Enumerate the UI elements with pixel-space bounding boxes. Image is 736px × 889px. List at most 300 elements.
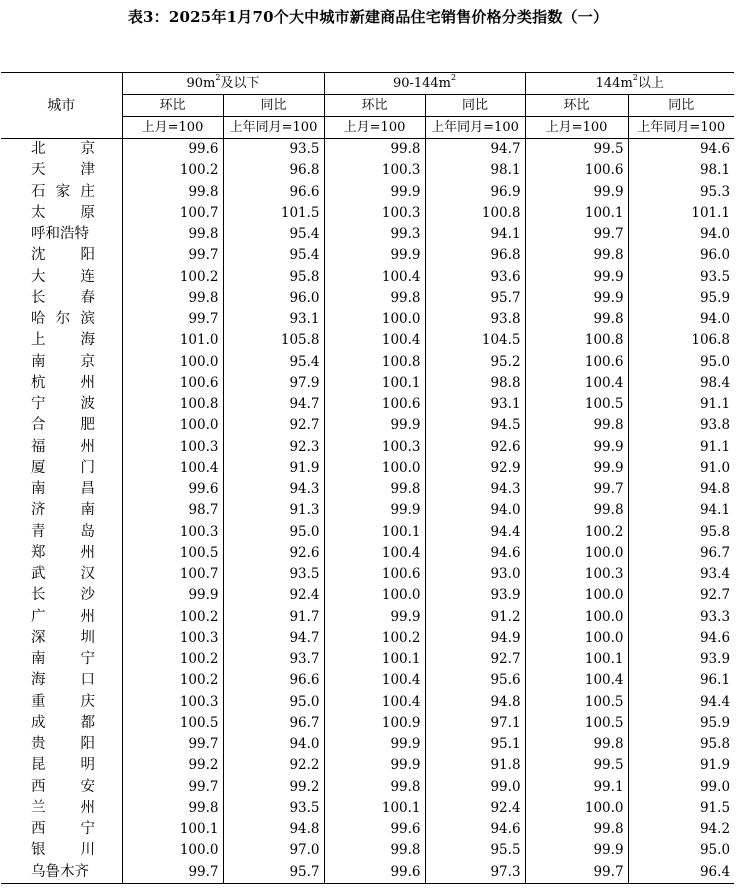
large-mom-value: 100.0: [525, 607, 628, 628]
large-yoy-value: 96.7: [628, 543, 734, 564]
medium-mom-value: 99.8: [324, 777, 425, 798]
yoy-base-header: 上年同月=100: [628, 117, 734, 139]
table-row: [1, 479, 734, 500]
city-cell: [1, 224, 122, 245]
large-mom-value: 99.9: [525, 458, 628, 479]
city-name: 青岛: [31, 523, 95, 540]
large-mom-value: 99.9: [525, 437, 628, 458]
medium-yoy-value: 94.6: [425, 543, 525, 564]
table-row: [1, 564, 734, 585]
large-yoy-value: 94.0: [628, 224, 734, 245]
table-body: [1, 139, 734, 884]
large-mom-value: 100.0: [525, 798, 628, 819]
small-yoy-value: 95.7: [223, 862, 324, 884]
city-cell: [1, 203, 122, 224]
city-cell: [1, 777, 122, 798]
city-cell: [1, 245, 122, 266]
small-mom-value: 100.3: [122, 692, 223, 713]
medium-mom-value: 100.3: [324, 437, 425, 458]
city-name: 海口: [31, 672, 95, 689]
city-cell: [1, 585, 122, 606]
city-cell: [1, 607, 122, 628]
table-row: [1, 819, 734, 840]
small-mom-value: 101.0: [122, 330, 223, 351]
small-mom-value: 99.7: [122, 777, 223, 798]
small-yoy-value: 91.9: [223, 458, 324, 479]
large-yoy-value: 94.2: [628, 819, 734, 840]
small-yoy-value: 91.3: [223, 500, 324, 521]
medium-yoy-value: 95.7: [425, 288, 525, 309]
table-row: [1, 267, 734, 288]
large-yoy-value: 91.9: [628, 755, 734, 776]
large-yoy-value: 95.0: [628, 352, 734, 373]
small-mom-value: 99.8: [122, 224, 223, 245]
small-mom-value: 99.6: [122, 479, 223, 500]
small-yoy-value: 97.0: [223, 840, 324, 861]
small-mom-value: 99.7: [122, 862, 223, 884]
mom-header: 环比: [525, 95, 628, 117]
city-cell: [1, 373, 122, 394]
small-mom-value: 99.8: [122, 798, 223, 819]
large-mom-value: 100.1: [525, 649, 628, 670]
small-yoy-value: 95.0: [223, 692, 324, 713]
city-name: 重庆: [31, 693, 95, 710]
large-mom-value: 99.8: [525, 819, 628, 840]
small-mom-value: 99.6: [122, 139, 223, 161]
table-row: [1, 840, 734, 861]
small-yoy-value: 95.4: [223, 352, 324, 373]
city-name: 合肥: [31, 417, 95, 434]
large-mom-value: 99.5: [525, 139, 628, 161]
small-mom-value: 99.8: [122, 182, 223, 203]
small-mom-value: 100.2: [122, 670, 223, 691]
large-mom-value: 100.5: [525, 692, 628, 713]
medium-yoy-value: 95.1: [425, 734, 525, 755]
city-name: 沈阳: [31, 247, 95, 264]
large-mom-value: 99.7: [525, 479, 628, 500]
medium-yoy-value: 98.8: [425, 373, 525, 394]
medium-yoy-value: 94.4: [425, 522, 525, 543]
medium-mom-value: 99.9: [324, 500, 425, 521]
large-yoy-value: 95.3: [628, 182, 734, 203]
small-mom-value: 98.7: [122, 500, 223, 521]
medium-yoy-value: 94.5: [425, 415, 525, 436]
large-yoy-value: 99.0: [628, 777, 734, 798]
large-yoy-value: 96.1: [628, 670, 734, 691]
city-cell: [1, 394, 122, 415]
table-row: [1, 437, 734, 458]
small-mom-value: 100.2: [122, 607, 223, 628]
table-row: [1, 139, 734, 161]
large-yoy-value: 91.1: [628, 437, 734, 458]
large-yoy-value: 98.4: [628, 373, 734, 394]
large-mom-value: 100.6: [525, 160, 628, 181]
city-name: 天津: [31, 162, 95, 179]
city-name: 北京: [31, 141, 95, 158]
city-cell: [1, 458, 122, 479]
medium-yoy-value: 94.3: [425, 479, 525, 500]
large-mom-value: 100.5: [525, 394, 628, 415]
yoy-base-header: 上年同月=100: [425, 117, 525, 139]
medium-mom-value: 99.6: [324, 819, 425, 840]
city-cell: [1, 415, 122, 436]
city-name: 厦门: [31, 459, 95, 476]
medium-mom-value: 100.6: [324, 564, 425, 585]
small-mom-value: 100.4: [122, 458, 223, 479]
city-column-header: 城市: [1, 73, 122, 139]
medium-yoy-value: 92.6: [425, 437, 525, 458]
medium-yoy-value: 93.6: [425, 267, 525, 288]
table-row: [1, 522, 734, 543]
small-mom-value: 100.6: [122, 373, 223, 394]
city-name: 太原: [31, 204, 95, 221]
medium-mom-value: 99.9: [324, 755, 425, 776]
city-cell: [1, 862, 122, 884]
medium-yoy-value: 94.6: [425, 819, 525, 840]
large-yoy-value: 91.0: [628, 458, 734, 479]
small-yoy-value: 95.4: [223, 245, 324, 266]
large-yoy-value: 91.5: [628, 798, 734, 819]
table-row: [1, 500, 734, 521]
small-mom-value: 100.3: [122, 522, 223, 543]
city-cell: [1, 309, 122, 330]
small-mom-value: 99.7: [122, 245, 223, 266]
table-row: [1, 692, 734, 713]
large-yoy-value: 95.0: [628, 840, 734, 861]
table-row: [1, 224, 734, 245]
group-header-large: $144m^2$以上: [525, 73, 734, 95]
small-mom-value: 100.7: [122, 564, 223, 585]
table-row: [1, 288, 734, 309]
small-yoy-value: 105.8: [223, 330, 324, 351]
medium-mom-value: 100.4: [324, 692, 425, 713]
city-name: 福州: [31, 438, 95, 455]
city-name: 深圳: [31, 629, 95, 646]
city-cell: [1, 755, 122, 776]
large-yoy-value: 94.1: [628, 500, 734, 521]
city-name: 武汉: [31, 566, 95, 583]
small-yoy-value: 93.1: [223, 309, 324, 330]
medium-mom-value: 100.6: [324, 394, 425, 415]
table-header: [1, 73, 734, 139]
city-name: 南昌: [31, 481, 95, 498]
city-cell: [1, 479, 122, 500]
city-name: 郑州: [31, 544, 95, 561]
city-name: 南京: [31, 353, 95, 370]
small-yoy-value: 99.2: [223, 777, 324, 798]
medium-yoy-value: 99.0: [425, 777, 525, 798]
table-row: [1, 245, 734, 266]
medium-mom-value: 99.8: [324, 139, 425, 161]
large-mom-value: 100.1: [525, 203, 628, 224]
medium-mom-value: 100.8: [324, 352, 425, 373]
small-mom-value: 100.1: [122, 819, 223, 840]
city-cell: [1, 670, 122, 691]
small-yoy-value: 96.6: [223, 670, 324, 691]
table-row: [1, 649, 734, 670]
city-name: 大连: [31, 268, 95, 285]
medium-mom-value: 99.9: [324, 182, 425, 203]
medium-mom-value: 99.8: [324, 288, 425, 309]
medium-mom-value: 99.8: [324, 479, 425, 500]
medium-yoy-value: 95.2: [425, 352, 525, 373]
small-mom-value: 100.2: [122, 267, 223, 288]
large-yoy-value: 95.8: [628, 522, 734, 543]
city-name: 广州: [31, 608, 95, 625]
city-name: 西安: [31, 778, 95, 795]
table-row: [1, 373, 734, 394]
small-mom-value: 100.5: [122, 543, 223, 564]
medium-mom-value: 100.4: [324, 670, 425, 691]
large-mom-value: 100.5: [525, 713, 628, 734]
large-yoy-value: 94.4: [628, 692, 734, 713]
medium-mom-value: 100.0: [324, 585, 425, 606]
table-row: [1, 862, 734, 884]
table-row: [1, 734, 734, 755]
table-row: [1, 713, 734, 734]
small-mom-value: 100.3: [122, 628, 223, 649]
large-yoy-value: 95.8: [628, 734, 734, 755]
large-yoy-value: 95.9: [628, 288, 734, 309]
small-yoy-value: 95.8: [223, 267, 324, 288]
large-yoy-value: 93.3: [628, 607, 734, 628]
large-mom-value: 99.8: [525, 415, 628, 436]
yoy-header: 同比: [425, 95, 525, 117]
small-mom-value: 99.7: [122, 734, 223, 755]
city-name: 兰州: [31, 799, 95, 816]
medium-yoy-value: 94.1: [425, 224, 525, 245]
medium-mom-value: 100.9: [324, 713, 425, 734]
small-yoy-value: 93.5: [223, 564, 324, 585]
city-cell: [1, 564, 122, 585]
medium-yoy-value: 91.8: [425, 755, 525, 776]
medium-mom-value: 100.2: [324, 628, 425, 649]
city-cell: [1, 628, 122, 649]
city-cell: [1, 500, 122, 521]
city-name: 济南: [31, 502, 95, 519]
city-cell: [1, 522, 122, 543]
large-mom-value: 100.8: [525, 330, 628, 351]
medium-yoy-value: 104.5: [425, 330, 525, 351]
small-mom-value: 99.9: [122, 585, 223, 606]
medium-yoy-value: 94.0: [425, 500, 525, 521]
medium-mom-value: 99.3: [324, 224, 425, 245]
medium-mom-value: 99.9: [324, 415, 425, 436]
medium-mom-value: 100.3: [324, 160, 425, 181]
small-mom-value: 100.0: [122, 840, 223, 861]
small-yoy-value: 96.0: [223, 288, 324, 309]
small-yoy-value: 96.6: [223, 182, 324, 203]
small-yoy-value: 94.7: [223, 394, 324, 415]
medium-mom-value: 100.1: [324, 649, 425, 670]
medium-mom-value: 100.4: [324, 330, 425, 351]
large-yoy-value: 94.6: [628, 628, 734, 649]
medium-mom-value: 99.8: [324, 840, 425, 861]
medium-yoy-value: 92.9: [425, 458, 525, 479]
large-mom-value: 100.4: [525, 670, 628, 691]
small-yoy-value: 91.7: [223, 607, 324, 628]
table-title: 表3：2025年1月70个大中城市新建商品住宅销售价格分类指数（一）: [127, 8, 609, 26]
small-mom-value: 100.5: [122, 713, 223, 734]
table-row: [1, 182, 734, 203]
large-mom-value: 99.9: [525, 182, 628, 203]
large-mom-value: 100.4: [525, 373, 628, 394]
city-name: 乌鲁木齐: [31, 863, 89, 880]
city-name: 南宁: [31, 651, 95, 668]
small-yoy-value: 101.5: [223, 203, 324, 224]
small-yoy-value: 93.7: [223, 649, 324, 670]
small-mom-value: 100.2: [122, 649, 223, 670]
medium-yoy-value: 94.8: [425, 692, 525, 713]
medium-yoy-value: 94.9: [425, 628, 525, 649]
small-mom-value: 99.7: [122, 309, 223, 330]
medium-yoy-value: 96.9: [425, 182, 525, 203]
small-yoy-value: 97.9: [223, 373, 324, 394]
city-cell: [1, 798, 122, 819]
large-yoy-value: 94.0: [628, 309, 734, 330]
mom-header: 环比: [324, 95, 425, 117]
yoy-header: 同比: [628, 95, 734, 117]
medium-mom-value: 100.0: [324, 309, 425, 330]
large-yoy-value: 93.9: [628, 649, 734, 670]
small-yoy-value: 92.3: [223, 437, 324, 458]
large-yoy-value: 93.8: [628, 415, 734, 436]
small-yoy-value: 95.0: [223, 522, 324, 543]
table-row: [1, 585, 734, 606]
large-yoy-value: 96.4: [628, 862, 734, 884]
large-mom-value: 100.0: [525, 543, 628, 564]
large-yoy-value: 91.1: [628, 394, 734, 415]
large-mom-value: 99.9: [525, 840, 628, 861]
large-yoy-value: 106.8: [628, 330, 734, 351]
medium-mom-value: 100.1: [324, 798, 425, 819]
mom-header: 环比: [122, 95, 223, 117]
large-mom-value: 99.5: [525, 755, 628, 776]
large-yoy-value: 94.6: [628, 139, 734, 161]
table-row: [1, 458, 734, 479]
medium-mom-value: 100.4: [324, 543, 425, 564]
large-mom-value: 100.2: [525, 522, 628, 543]
city-cell: [1, 649, 122, 670]
medium-mom-value: 99.6: [324, 862, 425, 884]
small-yoy-value: 95.4: [223, 224, 324, 245]
table-row: [1, 607, 734, 628]
large-mom-value: 99.8: [525, 245, 628, 266]
small-mom-value: 100.3: [122, 437, 223, 458]
medium-yoy-value: 96.8: [425, 245, 525, 266]
city-name: 长春: [31, 289, 95, 306]
small-mom-value: 100.0: [122, 415, 223, 436]
large-mom-value: 99.8: [525, 309, 628, 330]
small-mom-value: 100.8: [122, 394, 223, 415]
small-yoy-value: 96.7: [223, 713, 324, 734]
medium-mom-value: 99.9: [324, 245, 425, 266]
medium-yoy-value: 98.1: [425, 160, 525, 181]
city-cell: [1, 352, 122, 373]
city-name: 杭州: [31, 374, 95, 391]
small-yoy-value: 92.2: [223, 755, 324, 776]
large-mom-value: 100.3: [525, 564, 628, 585]
large-yoy-value: 92.7: [628, 585, 734, 606]
table-row: [1, 309, 734, 330]
large-mom-value: 100.0: [525, 585, 628, 606]
large-mom-value: 99.9: [525, 267, 628, 288]
large-yoy-value: 94.8: [628, 479, 734, 500]
city-name: 西宁: [31, 821, 95, 838]
large-mom-value: 100.6: [525, 352, 628, 373]
large-mom-value: 100.0: [525, 628, 628, 649]
city-cell: [1, 160, 122, 181]
medium-yoy-value: 95.5: [425, 840, 525, 861]
group-header-small: $90m^2$及以下: [122, 73, 324, 95]
city-name: 成都: [31, 714, 95, 731]
city-name: 宁波: [31, 396, 95, 413]
table-row: [1, 415, 734, 436]
large-yoy-value: 96.0: [628, 245, 734, 266]
city-cell: [1, 713, 122, 734]
city-cell: [1, 734, 122, 755]
large-mom-value: 99.8: [525, 500, 628, 521]
medium-yoy-value: 100.8: [425, 203, 525, 224]
medium-mom-value: 99.9: [324, 734, 425, 755]
medium-yoy-value: 97.3: [425, 862, 525, 884]
small-mom-value: 100.7: [122, 203, 223, 224]
table-row: [1, 394, 734, 415]
small-yoy-value: 92.7: [223, 415, 324, 436]
table-row: [1, 777, 734, 798]
large-mom-value: 99.1: [525, 777, 628, 798]
small-yoy-value: 94.0: [223, 734, 324, 755]
small-yoy-value: 96.8: [223, 160, 324, 181]
city-cell: [1, 437, 122, 458]
yoy-base-header: 上年同月=100: [223, 117, 324, 139]
medium-yoy-value: 93.0: [425, 564, 525, 585]
large-yoy-value: 95.9: [628, 713, 734, 734]
city-cell: [1, 267, 122, 288]
price-index-table: [1, 72, 734, 884]
medium-mom-value: 100.0: [324, 458, 425, 479]
medium-yoy-value: 95.6: [425, 670, 525, 691]
mom-base-header: 上月=100: [122, 117, 223, 139]
city-name: 呼和浩特: [31, 226, 89, 243]
medium-yoy-value: 97.1: [425, 713, 525, 734]
city-name: 贵阳: [31, 736, 95, 753]
small-yoy-value: 92.4: [223, 585, 324, 606]
medium-mom-value: 100.4: [324, 267, 425, 288]
table-row: [1, 160, 734, 181]
city-name: 昆明: [31, 757, 95, 774]
medium-yoy-value: 94.7: [425, 139, 525, 161]
table-row: [1, 755, 734, 776]
large-mom-value: 99.7: [525, 862, 628, 884]
large-yoy-value: 101.1: [628, 203, 734, 224]
small-mom-value: 99.2: [122, 755, 223, 776]
large-yoy-value: 98.1: [628, 160, 734, 181]
large-yoy-value: 93.5: [628, 267, 734, 288]
medium-mom-value: 100.1: [324, 373, 425, 394]
city-cell: [1, 692, 122, 713]
table-row: [1, 330, 734, 351]
large-mom-value: 99.7: [525, 224, 628, 245]
table-row: [1, 670, 734, 691]
large-yoy-value: 93.4: [628, 564, 734, 585]
large-mom-value: 99.8: [525, 734, 628, 755]
medium-mom-value: 99.9: [324, 607, 425, 628]
large-mom-value: 99.9: [525, 288, 628, 309]
mom-base-header: 上月=100: [525, 117, 628, 139]
city-cell: [1, 330, 122, 351]
medium-yoy-value: 91.2: [425, 607, 525, 628]
